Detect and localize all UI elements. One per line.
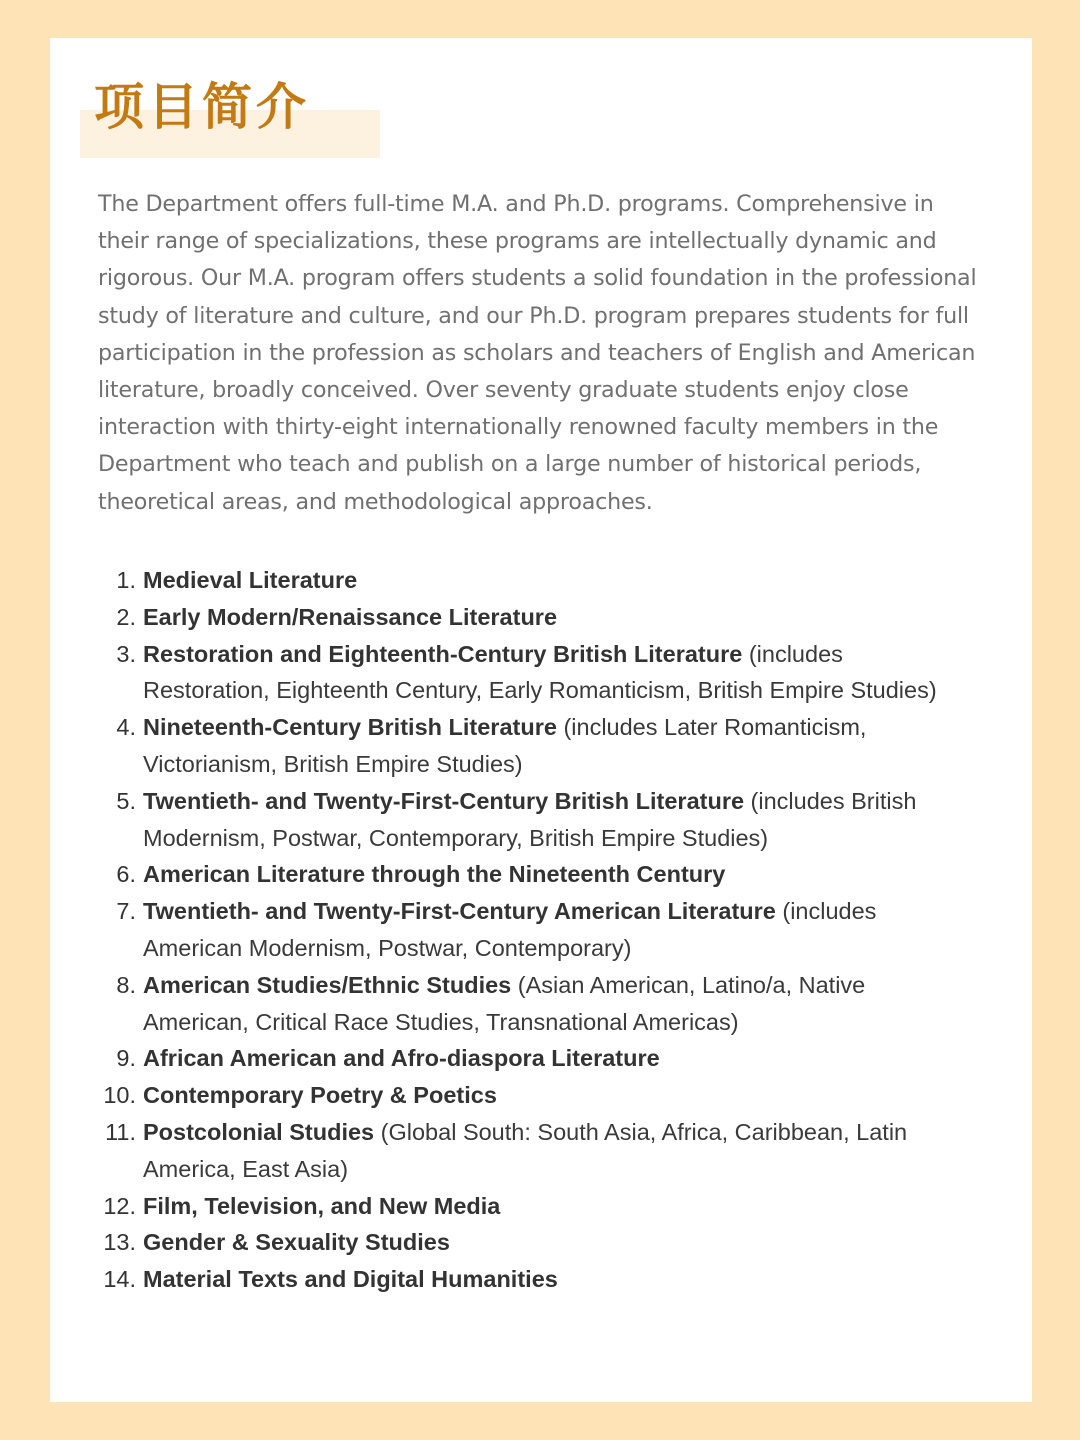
item-description: (Asian American, Latino/a, Native American, Critical Race Studies, Transnational Americas) <box>143 971 866 1035</box>
item-number: 11. <box>105 1118 136 1145</box>
item-number: 14. <box>103 1266 136 1293</box>
item-number: 1. <box>116 567 136 593</box>
list-item <box>50 783 1032 857</box>
item-title: Medieval Literature <box>143 567 358 593</box>
item-content <box>143 1114 953 1188</box>
item-content <box>143 1188 953 1225</box>
item-title: Postcolonial Studies <box>143 1118 375 1145</box>
item-content <box>143 856 953 893</box>
item-description: (includes American Modernism, Postwar, Contemporary) <box>143 898 877 961</box>
item-content <box>143 636 953 710</box>
list-item <box>50 1261 1032 1298</box>
item-content <box>143 562 953 599</box>
item-number: 9. <box>116 1045 136 1072</box>
page-title: 项目简介 <box>94 78 310 136</box>
list-item <box>50 1040 1032 1077</box>
list-item <box>50 599 1032 636</box>
item-number: 2. <box>116 603 136 630</box>
item-description: (includes Restoration, Eighteenth Century, Early Romanticism, British Empire Studies) <box>143 640 937 704</box>
item-title: Early Modern/Renaissance Literature <box>143 603 558 630</box>
list-item <box>50 1077 1032 1114</box>
item-description: (Global South: South Asia, Africa, Caribbean, Latin America, East Asia) <box>143 1118 908 1182</box>
item-title: American Studies/Ethnic Studies <box>143 971 512 998</box>
item-number: 4. <box>116 714 136 741</box>
item-content <box>143 709 953 783</box>
content-card <box>50 38 1032 1402</box>
item-number: 6. <box>116 861 136 888</box>
item-number: 12. <box>103 1192 136 1219</box>
item-title: Material Texts and Digital Humanities <box>143 1266 558 1293</box>
item-content <box>143 1224 953 1261</box>
item-title: Contemporary Poetry & Poetics <box>143 1082 497 1109</box>
item-content <box>143 1261 953 1298</box>
item-title: American Literature through the Nineteenth Century <box>143 861 726 888</box>
item-number: 13. <box>103 1229 136 1256</box>
program-list <box>50 562 1032 1298</box>
item-content <box>143 1040 953 1077</box>
list-item <box>50 562 1032 599</box>
list-item <box>50 1114 1032 1188</box>
title-block <box>80 78 390 160</box>
item-number: 8. <box>116 971 136 998</box>
item-content <box>143 1077 953 1114</box>
item-content <box>143 599 953 636</box>
item-description: (includes British Modernism, Postwar, Contemporary, British Empire Studies) <box>143 787 917 851</box>
list-item <box>50 967 1032 1041</box>
item-title: Twentieth- and Twenty-First-Century American Literature <box>143 898 776 925</box>
list-item <box>50 709 1032 783</box>
item-description: (includes Later Romanticism, Victorianism, British Empire Studies) <box>143 714 867 777</box>
item-content <box>143 893 953 967</box>
list-item <box>50 1188 1032 1225</box>
item-content <box>143 967 953 1041</box>
item-number: 3. <box>116 640 136 667</box>
item-title: Film, Television, and New Media <box>143 1192 501 1219</box>
item-title: Nineteenth-Century British Literature <box>143 714 557 741</box>
list-item <box>50 636 1032 710</box>
item-number: 5. <box>116 787 136 814</box>
item-title: Gender & Sexuality Studies <box>143 1229 450 1256</box>
list-item <box>50 856 1032 893</box>
item-title: African American and Afro-diaspora Literature <box>143 1045 660 1072</box>
list-item <box>50 1224 1032 1261</box>
intro-paragraph: The Department offers full-time M.A. and Ph.D. programs. Comprehensive in their range of specializations, these programs are intellectually dynamic and rigorous. Our M.A. program offers students a solid foundation in the professional study of literature and culture, and our Ph.D. program prepares students for full participation in the profession as scholars and teachers of English and American literature, broadly conceived. Over seventy graduate students enjoy close interaction with thirty-eight internationally renowned faculty members in the Department who teach and publish on a large number of historical periods, theoretical areas, and methodological approaches. <box>98 191 977 515</box>
item-title: Restoration and Eighteenth-Century British Literature <box>143 640 743 667</box>
list-item <box>50 893 1032 967</box>
item-number: 10. <box>103 1082 136 1109</box>
item-content <box>143 783 953 857</box>
item-title: Twentieth- and Twenty-First-Century British Literature <box>143 787 745 814</box>
item-number: 7. <box>116 898 136 925</box>
